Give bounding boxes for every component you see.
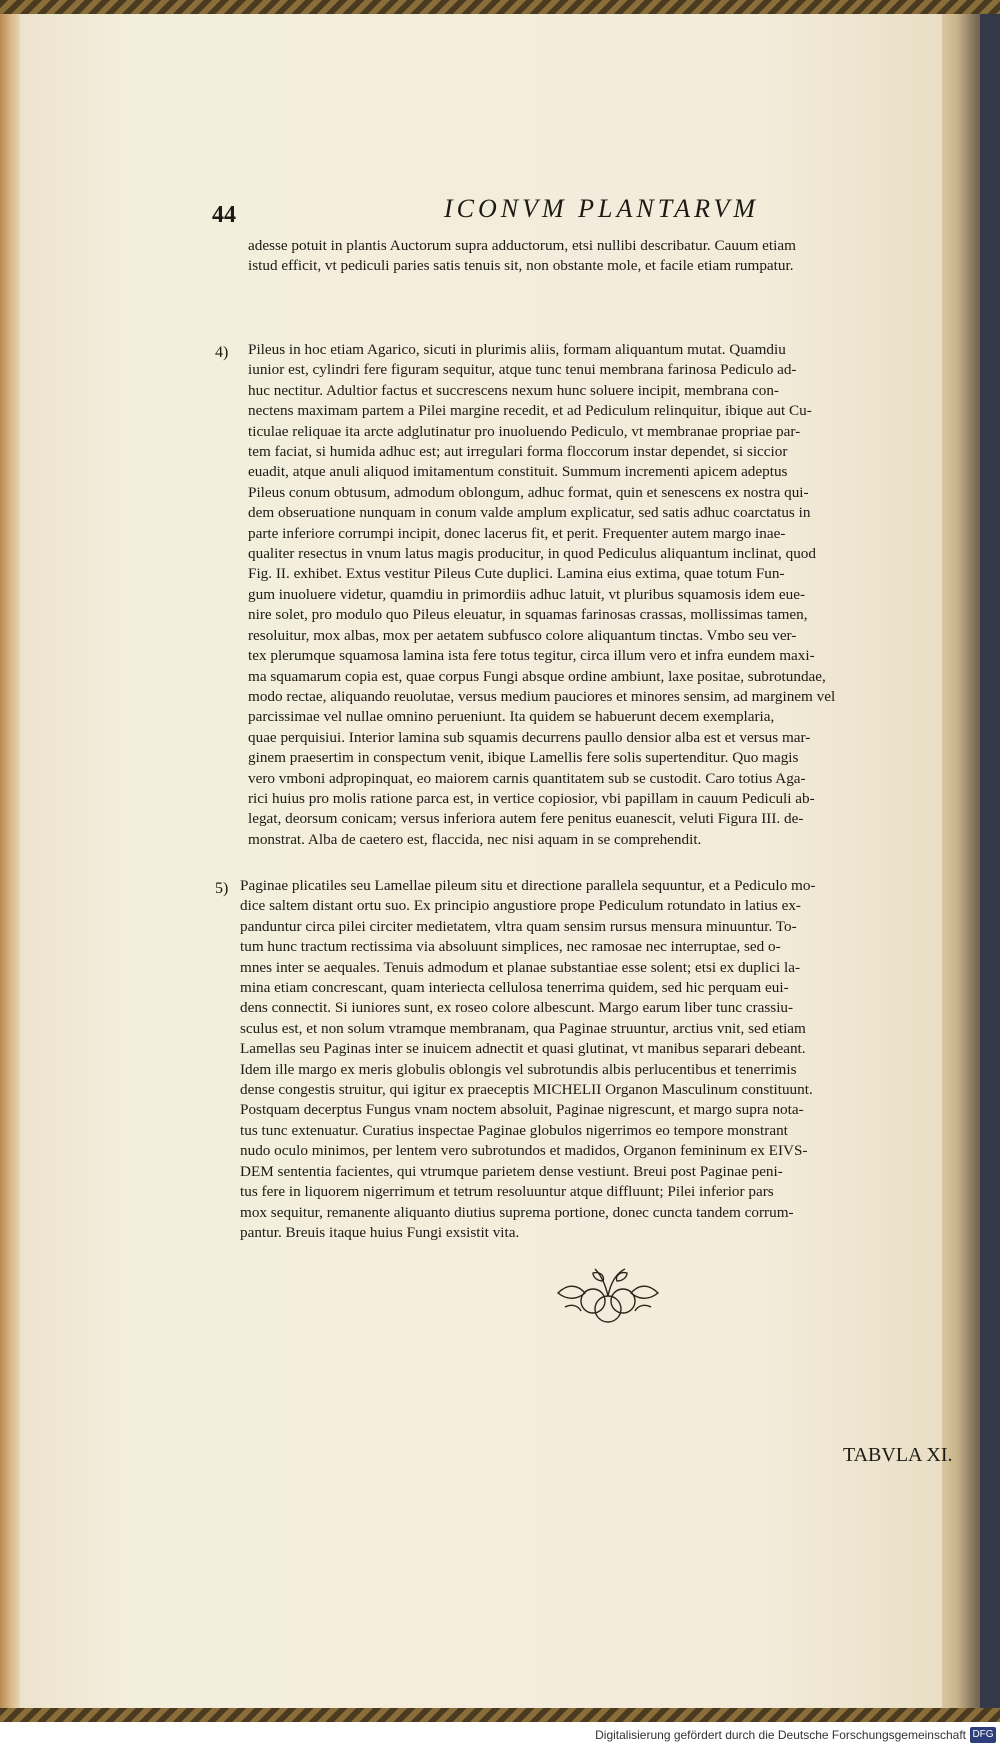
text-line: dem obseruatione nunquam in conum valde amplum explicatur, sed satis adhuc coarctatus in	[248, 504, 811, 522]
footer-bar	[0, 1722, 1000, 1750]
paragraph-number: 5)	[215, 880, 229, 897]
text-line: parte inferiore corrumpi incipit, donec lacerus fit, et perit. Frequenter autem margo inae-	[248, 524, 786, 542]
text-line: Fig. II. exhibet. Extus vestitur Pileus Cute duplici. Lamina eius extima, quae totum Fun-	[248, 565, 785, 583]
paragraph-4	[248, 340, 960, 850]
text-line: quae perquisiui. Interior lamina sub squamis decurrens paullo densior alba est et versus mar-	[248, 728, 811, 746]
catchword: TABVLA XI.	[843, 1444, 953, 1466]
text-line: Idem ille margo ex meris globulis oblongis vel subrotundis albis perlucentibus et tenerrimis	[240, 1060, 797, 1078]
text-line: iunior est, cylindri fere figuram sequitur, atque tunc tenui membrana farinosa Pediculo ad-	[248, 361, 797, 379]
text-line: mox sequitur, remanente aliquanto diutius suprema portione, donec cuncta tandem corrum-	[240, 1203, 794, 1221]
funding-note: Digitalisierung gefördert durch die Deutsche Forschungsgemeinschaft	[595, 1728, 966, 1742]
text-line: Pileus conum obtusum, admodum oblongum, adhuc format, quin et senescens ex nostra qui-	[248, 483, 809, 501]
text-line: DEM sententia facientes, qui vtrumque parietem dense vestiunt. Breui post Paginae peni-	[240, 1162, 783, 1180]
text-line: resoluitur, mox albas, mox per aetatem subfusco colore aliquantum tinctas. Vmbo seu ver-	[248, 626, 797, 644]
text-line: tex plerumque squamosa lamina ista fere totus tegitur, circa illum vero et infra eundem maxi-	[248, 647, 815, 665]
text-line: ticulae reliquae ita arcte adglutinatur pro inuoluendo Pediculo, vt membranae propriae par-	[248, 422, 801, 440]
text-line: dens connectit. Si iuniores sunt, ex roseo colore albescunt. Margo earum liber tunc crassiu-	[240, 999, 794, 1017]
text-line: adesse potuit in plantis Auctorum supra adductorum, etsi nullibi describatur. Cauum etiam	[248, 237, 796, 254]
text-line: monstrat. Alba de caetero est, flaccida, nec nisi aquam in se comprehendit.	[248, 830, 702, 848]
scan-border	[980, 14, 1000, 1708]
text-line: istud efficit, vt pediculi paries satis tenuis sit, non obstante mole, et facile etiam rumpatur.	[248, 257, 794, 275]
paragraph-number: 4)	[215, 344, 229, 361]
text-line: nudo oculo minimos, per lentem vero subrotundos et madidos, Organon femininum ex EIVS-	[240, 1142, 808, 1160]
book-gutter	[0, 14, 22, 1708]
text-line: mina etiam concrescant, quam interiecta cellulosa tenerrima quidem, sed hic perquam eui-	[240, 979, 789, 997]
dfg-logo: DFG	[970, 1727, 996, 1743]
page-number: 44	[212, 202, 236, 228]
text-line: tem faciat, si humida adhuc est; aut irregulari forma floccorum instar dependet, si siccior	[248, 443, 788, 461]
text-line: tus tunc extenuatur. Curatius inspectae Paginae globulos nigerrimos eo tempore monstrant	[240, 1121, 788, 1139]
text-line: legat, deorsum conicam; versus inferiora autem fere penitus euanescit, veluti Figura III. de-	[248, 810, 804, 828]
text-line: Lamellas seu Paginas inter se inuicem adnectit et quasi glutinat, vt manibus separari debeant.	[240, 1040, 806, 1058]
text-line: gum inuoluere videtur, quamdiu in primordiis adhuc latuit, vt pluribus squamosis idem eue-	[248, 585, 806, 603]
text-line: Postquam decerptus Fungus vnam noctem absoluit, Paginae nigrescunt, et margo supra nota-	[240, 1101, 804, 1119]
text-line: ma squamarum copia est, quae corpus Fungi absque ordine ambiunt, laxe positae, subrotundae,	[248, 667, 826, 685]
text-line: mnes inter se aequales. Tenuis admodum et planae substantiae esse solent; etsi ex duplici la-	[240, 958, 801, 976]
text-line: Paginae plicatiles seu Lamellae pileum situ et directione parallela sequuntur, et a Pediculo mo-	[240, 877, 816, 894]
text-line: euadit, atque anuli aliquod imitamentum constituit. Summum incrementi apicem adeptus	[248, 463, 788, 481]
text-line: parcissimae vel nullae omnino perueniunt. Ita quidem se habuerunt decem exemplaria,	[248, 708, 775, 726]
text-line: tus fere in liquorem nigerrimum et tetrum resoluuntur atque diffluunt; Pilei inferior pars	[240, 1183, 774, 1201]
text-line: qualiter resectus in vnum latus magis producitur, in quod Pediculus aliquantum inclinat, quod	[248, 545, 816, 563]
text-line: modo rectae, aliquando reuolutae, versus medium pauciores et minores sensim, ad marginem vel	[248, 687, 836, 705]
text-line: huc nectitur. Adultior factus et succrescens nexum hunc soluere incipit, membrana con-	[248, 381, 779, 399]
fruit-ornament-icon	[553, 1263, 663, 1325]
text-line: sculus est, et non solum vtramque membranam, qua Paginae struuntur, arctius vnit, sed etiam	[240, 1019, 806, 1037]
text-line: tum hunc tractum rectissima via absoluunt simplices, nec ramosae nec interruptae, sed o-	[240, 938, 781, 956]
text-line: nectens maximam partem a Pilei margine recedit, et ad Pediculum relinquitur, ibique aut Cu-	[248, 402, 812, 420]
text-line: panduntur circa pilei circiter medietatem, vltra quam sensim rursus mensura minuuntur. To-	[240, 917, 797, 935]
text-line: vero vmboni adpropinquat, eo maiorem carnis quantitatem sub se custodit. Caro totius Aga-	[248, 769, 806, 787]
running-head: ICONVM PLANTARVM	[444, 194, 760, 223]
text-line: dice saltem distant ortu suo. Ex principio angustiore prope Pediculum rotundato in latius ex-	[240, 897, 801, 915]
text-line: Pileus in hoc etiam Agarico, sicuti in plurimis aliis, formam aliquantum mutat. Quamdiu	[248, 341, 786, 358]
text-line: dense congestis struitur, qui igitur ex praeceptis MICHELII Organon Masculinum constituunt.	[240, 1081, 813, 1099]
text-line: rici huius pro molis ratione parca est, in vertice copiosior, vbi papillam in cauum Pediculi ab-	[248, 789, 815, 807]
paragraph-5	[240, 876, 960, 1243]
text-line: ginem praesertim in conspectum venit, ibique Lamellis fere solis supertenditur. Quo magis	[248, 749, 799, 767]
book-top-edge	[0, 0, 1000, 14]
book-bottom-edge	[0, 1708, 1000, 1722]
intro-text	[248, 236, 960, 277]
text-line: nire solet, pro modulo quo Pileus eleuatur, in squamas farinosas crassas, mollissimas tamen,	[248, 606, 808, 624]
text-line: pantur. Breuis itaque huius Fungi exsistit vita.	[240, 1223, 520, 1241]
